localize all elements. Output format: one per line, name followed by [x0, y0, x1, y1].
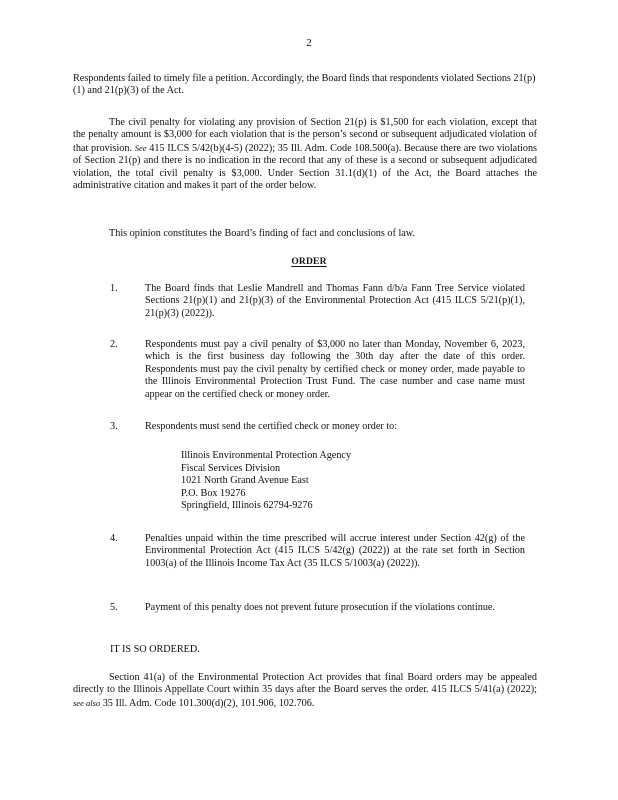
order-item-1-number: 1.	[110, 283, 118, 294]
paragraph-opinion: This opinion constitutes the Board’s finding of fact and conclusions of law.	[109, 228, 416, 239]
address-line-city: Springfield, Illinois 62794-9276	[181, 500, 313, 512]
appeal-text-b: 35 Ill. Adm. Code 101.300(d)(2), 101.906, 102.706.	[102, 697, 315, 709]
paragraph-civil-penalty	[73, 117, 537, 192]
order-item-5-number: 5.	[110, 602, 118, 613]
order-item-3-text: Respondents must send the certified check or money order to:	[145, 421, 398, 432]
order-item-2-number: 2.	[110, 339, 118, 350]
page-number: 2	[306, 37, 312, 49]
see-also-signal: see also	[73, 697, 101, 708]
address-line-street: 1021 North Grand Avenue East	[181, 475, 309, 487]
order-item-2-text: Respondents must pay a civil penalty of $3,000 no later than Monday, November 6, 2023, which is the first business day following the 30th day after the date of this order. Respondents must pay the civil penalty by certified check or money order, made payable to the Illinois Environmental Protection Trust Fund. The case number and case name must appear on the certified check or money order.	[145, 339, 525, 400]
order-item-4-number: 4.	[110, 533, 118, 544]
address-line-agency: Illinois Environmental Protection Agency	[181, 450, 352, 461]
address-line-po-box: P.O. Box 19276	[181, 487, 246, 499]
order-item-5-text: Payment of this penalty does not prevent future prosecution if the violations continue.	[145, 602, 495, 613]
address-line-division: Fiscal Services Division	[181, 462, 281, 474]
order-item-3-number: 3.	[110, 421, 118, 432]
appeal-text-a: Section 41(a) of the Environmental Protection Act provides that final Board orders may be appealed directly to the Illinois Appellate Court within 35 days after the Board serves the order. 415 ILCS 5/41(a) (2022);	[73, 672, 537, 696]
order-item-4-text: Penalties unpaid within the time prescribed will accrue interest under Section 42(g) of the Environmental Protection Act (415 ILCS 5/42(g) (2022)) at the rate set forth in Section 1003(a) of the Illinois Income Tax Act (35 ILCS 5/1003(a) (2022)).	[145, 533, 525, 569]
paragraph-appeal	[73, 672, 537, 710]
paragraph-finding: Respondents failed to timely file a petition. Accordingly, the Board finds that respondents violated Sections 21(p)(1) and 21(p)(3) of the Act.	[73, 73, 536, 97]
order-heading	[0, 256, 618, 268]
so-ordered: IT IS SO ORDERED.	[110, 644, 200, 655]
see-signal: See	[134, 142, 147, 153]
order-item-1-text: The Board finds that Leslie Mandrell and Thomas Fann d/b/a Fann Tree Service violated Sections 21(p)(1) and 21(p)(3) of the Environmental Protection Act (415 ILCS 5/21(p)(1), 21(p)(3) (2022)).	[145, 283, 525, 319]
payment-address	[181, 450, 481, 513]
order-heading-text: ORDER	[291, 257, 327, 267]
civil-penalty-text-a: The civil penalty for violating any provision of Section 21(p) is $1,500 for each violation, except that the penalty amount is $3,000 for each violation that is the person’s second or subsequent adjudicated violation of that provision.	[73, 117, 537, 154]
civil-penalty-text-b: 415 ILCS 5/42(b)(4-5) (2022); 35 Ill. Adm. Code 108.500(a). Because there are two violations of Section 21(p) and there is no indication in the record that any of these is a second or subsequent adjudicated violation, the total civil penalty is $3,000. Under Section 31.1(d)(1) of the Act, the Board attaches the administrative citation and makes it part of the order below.	[73, 142, 538, 192]
